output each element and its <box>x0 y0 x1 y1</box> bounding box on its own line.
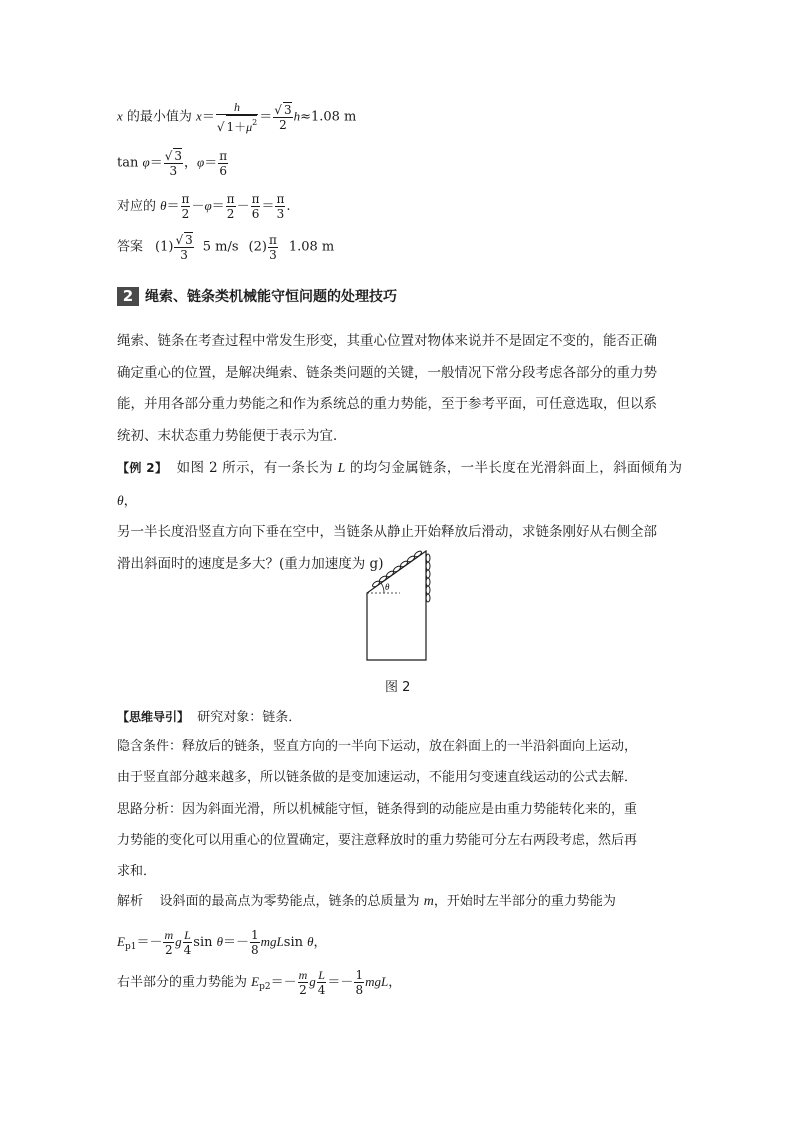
radicand: 3 <box>185 233 193 247</box>
radicand: 3 <box>283 103 292 117</box>
var-x: x <box>117 108 123 124</box>
chain-hanging <box>426 554 430 602</box>
denominator: 3 <box>169 164 178 178</box>
equals: ＝ <box>261 199 275 214</box>
var-g: g <box>175 934 182 949</box>
denominator: 3 <box>269 247 277 262</box>
answer-line <box>117 232 334 262</box>
numerator: π <box>181 192 190 206</box>
example-line: 另一半长度沿竖直方向下垂在空中，当链条从静止开始释放后滑动，求链条刚好从右侧全部 <box>117 524 657 540</box>
sqrt-icon: √ <box>164 149 173 163</box>
section-title: 绳索、链条类机械能守恒问题的处理技巧 <box>145 289 397 305</box>
subscript: p1 <box>124 942 137 952</box>
numerator: π <box>226 192 235 206</box>
fraction-h-over-sqrt <box>216 100 258 134</box>
intro-paragraph <box>117 326 682 452</box>
figure-2-incline-chain <box>360 543 440 668</box>
intro-line: 确定重心的位置，是解决绳索、链条类问题的关键，一般情况下常分段考虑各部分的重力势 <box>117 364 657 381</box>
text: 对应的 <box>117 199 161 214</box>
text: ，开始时左半部分的重力势能为 <box>433 894 616 909</box>
intro-line: 绳索、链条在考查过程中常发生形变，其重心位置对物体来说并不是固定不变的，能否正确 <box>117 333 657 349</box>
numerator: m <box>164 928 174 942</box>
numerator: m <box>298 968 308 982</box>
fraction-L-over-4 <box>183 928 193 957</box>
tan: tan <box>117 155 143 171</box>
comma: ， <box>313 935 327 950</box>
section-number-badge: 2 <box>117 287 139 306</box>
min-x-line <box>117 100 356 134</box>
sin: sin <box>193 935 217 950</box>
radicand: 3 <box>174 149 182 163</box>
fraction-sqrt3-over-3 <box>174 232 193 262</box>
numerator: π <box>276 192 285 206</box>
denominator: 3 <box>180 248 188 262</box>
text: 设斜面的最高点为零势能点，链条的总质量为 <box>159 894 424 909</box>
denominator: 3 <box>276 207 285 221</box>
chain-on-incline <box>372 550 423 588</box>
sin: sin <box>283 935 308 950</box>
fraction-m-over-2 <box>298 968 309 997</box>
guide-line: 力势能的变化可以用重心的位置确定，要注意释放时的重力势能可分左右两段考虑，然后再 <box>117 833 638 848</box>
fraction <box>251 192 261 221</box>
intro-line: 能，并用各部分重力势能之和作为系统总的重力势能，至于参考平面，可任意选取，但以系 <box>117 396 657 412</box>
equals-minus: ＝－ <box>327 975 354 990</box>
example-line <box>117 452 682 517</box>
equals: ＝ <box>149 155 163 171</box>
fraction <box>275 192 285 221</box>
denominator: 6 <box>251 207 260 221</box>
guide-line: 隐含条件：释放后的链条，竖直方向的一半向下运动，放在斜面上的一半沿斜面向上运动， <box>117 739 638 754</box>
guide-tag: 【思维导引】 <box>117 710 190 724</box>
var-L: L <box>337 460 346 475</box>
var-mu: μ <box>246 120 253 134</box>
figure-caption: 图 2 <box>385 680 411 695</box>
velocity-value: 5 m/s <box>202 239 239 255</box>
var-theta: θ <box>117 492 124 508</box>
var-theta: θ <box>160 198 167 213</box>
var-theta: θ <box>216 934 224 949</box>
minus: － <box>191 199 205 214</box>
denominator: 8 <box>355 983 364 997</box>
equals: ＝ <box>201 109 215 125</box>
numerator: 1 <box>355 968 364 982</box>
var-E: E <box>251 974 260 989</box>
text: 如图 2 所示，有一条长为 <box>176 460 338 476</box>
approx-value: ≈1.08 m <box>300 109 357 125</box>
guide-line: 由于竖直部分越来越多，所以链条做的是变加速运动，不能用匀变速直线运动的公式去解． <box>117 770 638 785</box>
var-mgL: mgL <box>365 974 389 989</box>
equals: ＝ <box>259 109 273 125</box>
numerator: L <box>184 928 191 942</box>
fraction <box>226 192 236 221</box>
var-h: h <box>293 108 301 124</box>
equals: ＝ <box>166 199 180 214</box>
answer-part-2: (2) <box>248 239 267 255</box>
fraction-1-over-8 <box>250 928 260 957</box>
answer-part-1: (1) <box>155 239 174 255</box>
denominator: 4 <box>317 983 326 997</box>
intro-line: 统初、末状态重力势能便于表示为宜． <box>117 427 347 444</box>
tan-phi-line <box>117 148 229 178</box>
fraction-m-over-2 <box>163 928 174 957</box>
period: . <box>286 199 291 214</box>
fraction-sqrt3-over-3 <box>164 148 183 178</box>
numerator: π <box>219 148 228 163</box>
fraction-1-over-8 <box>354 968 364 997</box>
equals: ＝ <box>211 199 225 214</box>
numerator: L <box>318 968 325 982</box>
var-phi: φ <box>142 154 150 170</box>
var-E: E <box>117 934 125 949</box>
var-g: g <box>309 974 316 989</box>
answer-label: 答案 <box>117 239 144 255</box>
ep1-equation <box>117 928 327 957</box>
section-heading <box>117 286 397 306</box>
fraction-pi-over-3 <box>268 233 278 262</box>
text: 的最小值为 <box>122 109 197 125</box>
denominator: 2 <box>299 983 307 997</box>
guide-line: 求和． <box>117 864 157 879</box>
text: 右半部分的重力势能为 <box>117 975 252 990</box>
guide-line: 思路分析：因为斜面光滑，所以机械能守恒，链条得到的动能应是由重力势能转化来的，重 <box>117 802 638 817</box>
denominator: 6 <box>219 163 227 178</box>
analysis-line-1 <box>117 893 682 911</box>
numerator: 1 <box>251 928 259 942</box>
denominator: 2 <box>164 943 173 957</box>
guide-line-1 <box>117 708 682 727</box>
var-phi: φ <box>197 154 205 170</box>
fraction-sqrt3-over-2 <box>273 102 292 132</box>
minus: － <box>236 199 250 214</box>
fraction-pi-over-6 <box>218 149 228 178</box>
var-m: m <box>423 894 434 909</box>
denominator: 2 <box>181 207 190 221</box>
var-phi: φ <box>204 198 212 213</box>
distance-value: 1.08 m <box>288 239 335 255</box>
var-theta: θ <box>307 934 314 949</box>
text: ， <box>123 492 138 509</box>
angle-arc <box>381 583 384 593</box>
equals-minus: ＝－ <box>223 935 250 950</box>
denominator: 4 <box>183 943 192 957</box>
numerator: π <box>268 232 277 247</box>
exponent: 2 <box>252 118 258 127</box>
subscript: p2 <box>259 982 271 992</box>
analysis-label: 解析 <box>117 894 144 909</box>
comma: ， <box>388 975 402 990</box>
example-tag: 【例 2】 <box>117 461 168 475</box>
var-x: x <box>196 108 202 124</box>
var-mgL: mgL <box>260 934 284 949</box>
sqrt-icon: √ <box>274 103 282 117</box>
theta-line <box>117 192 291 221</box>
equals: ＝ <box>204 155 218 171</box>
denominator: 2 <box>226 207 235 221</box>
example-line: 滑出斜面时的速度是多大？(重力加速度为 g) <box>117 555 384 572</box>
separator: ， <box>184 155 198 171</box>
denominator: 2 <box>279 118 287 132</box>
equals-minus: ＝－ <box>136 935 163 950</box>
one-plus: 1＋ <box>226 120 247 134</box>
ep2-equation <box>117 968 401 997</box>
angle-label: θ <box>385 582 390 592</box>
fraction-L-over-4 <box>317 968 327 997</box>
denominator: 8 <box>251 943 259 957</box>
text: 研究对象：链条． <box>197 710 302 725</box>
numerator: π <box>251 192 260 206</box>
sqrt-icon: √ <box>175 233 184 247</box>
equals-minus: ＝－ <box>270 975 297 990</box>
fraction <box>181 192 191 221</box>
sqrt-icon: √ <box>216 120 225 134</box>
numerator: h <box>216 100 258 115</box>
text: 的均匀金属链条，一半长度在光滑斜面上，斜面倾角为 <box>345 460 682 476</box>
